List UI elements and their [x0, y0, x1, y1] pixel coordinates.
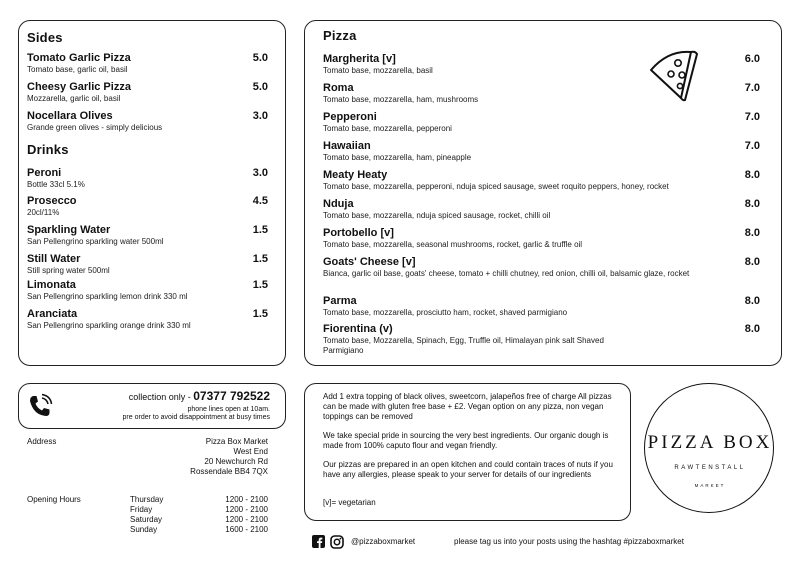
pizza-item-name: Goats' Cheese [v]	[323, 256, 416, 268]
pizza-item-price: 7.0	[744, 82, 760, 94]
pizza-item-desc: Tomato base, mozzarella, ham, mushrooms	[323, 95, 479, 104]
drinks-item-desc: Bottle 33cl 5.1%	[27, 180, 85, 189]
pizza-item	[323, 198, 733, 221]
pizza-item-name: Roma	[323, 82, 354, 94]
hours-time: 1200 - 2100	[225, 505, 268, 514]
pizza-item-name: Nduja	[323, 198, 354, 210]
phone-hours-note: phone lines open at 10am.	[187, 406, 270, 413]
pizza-title: Pizza	[323, 28, 357, 43]
sides-item	[27, 81, 237, 104]
hours-time: 1200 - 2100	[225, 515, 268, 524]
phone-number[interactable]: 07377 792522	[193, 389, 270, 403]
sides-item-desc: Mozzarella, garlic oil, basil	[27, 94, 121, 103]
pizza-item-price: 6.0	[744, 53, 760, 65]
pizza-box-logo	[644, 383, 774, 513]
pizza-item-desc: Tomato base, mozzarella, basil	[323, 66, 433, 75]
sides-item	[27, 110, 237, 133]
pizza-item-name: Hawaiian	[323, 140, 371, 152]
drinks-title: Drinks	[27, 142, 69, 157]
hours-day: Saturday	[130, 515, 163, 524]
phone-icon	[27, 393, 53, 419]
pizza-item-desc: Tomato base, mozzarella, pepperoni, nduja spiced sausage, sweet roquito peppers, honey, rocket	[323, 182, 669, 191]
sides-item-desc: Grande green olives - simply delicious	[27, 123, 163, 132]
hours-label: Opening Hours	[27, 495, 81, 504]
drinks-item-name: Still Water	[27, 253, 81, 265]
pizza-item	[323, 169, 733, 192]
pizza-item	[323, 111, 733, 134]
pizza-item	[323, 227, 733, 250]
pizza-item-price: 7.0	[744, 111, 760, 123]
info-allergens: Our pizzas are prepared in an open kitchen and could contain traces of nuts if you have any allergies, please speak to your server for details of our ingredients	[323, 460, 613, 479]
drinks-item-price: 1.5	[252, 308, 268, 320]
collection-prefix: collection only -	[128, 392, 194, 402]
pizza-item-price: 8.0	[744, 295, 760, 307]
sides-item-price: 5.0	[252, 52, 268, 64]
drinks-item-price: 3.0	[252, 167, 268, 179]
instagram-icon[interactable]	[330, 535, 344, 549]
pizza-item-price: 7.0	[744, 140, 760, 152]
hours-day: Thursday	[130, 495, 164, 504]
pizza-item	[323, 323, 633, 356]
address-line: West End	[233, 447, 268, 456]
sides-item-name: Cheesy Garlic Pizza	[27, 81, 131, 93]
drinks-item-name: Aranciata	[27, 308, 78, 320]
pizza-item-name: Margherita [v]	[323, 53, 396, 65]
sides-item-price: 5.0	[252, 81, 268, 93]
drinks-item-name: Sparkling Water	[27, 224, 111, 236]
pizza-item-price: 8.0	[744, 323, 760, 335]
drinks-item-price: 4.5	[252, 195, 268, 207]
info-vegetarian-key: [v]= vegetarian	[323, 498, 376, 507]
pizza-item-desc: Tomato base, Mozzarella, Spinach, Egg, Truffle oil, Himalayan pink salt Shaved Parmigiano	[323, 336, 604, 355]
drinks-item-name: Peroni	[27, 167, 62, 179]
info-ingredients: We take special pride in sourcing the very best ingredients. Our organic dough is made from 100% caputo flour and vegan friendly.	[323, 431, 609, 450]
facebook-icon[interactable]	[312, 535, 325, 548]
drinks-item	[27, 253, 237, 276]
drinks-item	[27, 167, 237, 190]
drinks-item-price: 1.5	[252, 224, 268, 236]
sides-item-desc: Tomato base, garlic oil, basil	[27, 65, 128, 74]
pizza-item-price: 8.0	[744, 169, 760, 181]
pizza-item	[323, 295, 733, 318]
pizza-item	[323, 256, 723, 279]
drinks-item-name: Prosecco	[27, 195, 77, 207]
pizza-item	[323, 53, 733, 76]
pizza-item-desc: Tomato base, mozzarella, pepperoni	[323, 124, 452, 133]
sides-item-price: 3.0	[252, 110, 268, 122]
drinks-item-price: 1.5	[252, 253, 268, 265]
hours-time: 1600 - 2100	[225, 525, 268, 534]
pizza-item-desc: Tomato base, mozzarella, seasonal mushrooms, rocket, garlic & truffle oil	[323, 240, 583, 249]
drinks-item	[27, 195, 237, 218]
sides-item-name: Nocellara Olives	[27, 110, 113, 122]
address-line: 20 Newchurch Rd	[204, 457, 268, 466]
drinks-item	[27, 308, 237, 331]
info-toppings: Add 1 extra topping of black olives, sweetcorn, jalapeños free of charge All pizzas can be made with gluten free base + £2. Vegan option on any pizza, non vegan toppings can be removed	[323, 392, 612, 421]
pizza-item-name: Portobello [v]	[323, 227, 394, 239]
pizza-item-name: Meaty Heaty	[323, 169, 388, 181]
drinks-item	[27, 279, 237, 302]
logo-market: MARKET	[694, 483, 726, 488]
sides-item-name: Tomato Garlic Pizza	[27, 52, 131, 64]
drinks-item	[27, 224, 237, 247]
address-label: Address	[27, 437, 57, 446]
pizza-item-name: Fiorentina (v)	[323, 323, 393, 335]
pizza-item-name: Pepperoni	[323, 111, 377, 123]
pizza-item	[323, 140, 733, 163]
preorder-note: pre order to avoid disappointment at busy times	[122, 414, 270, 421]
hours-time: 1200 - 2100	[225, 495, 268, 504]
pizza-item-desc: Tomato base, mozzarella, nduja spiced sausage, rocket, chilli oil	[323, 211, 551, 220]
pizza-item-price: 8.0	[744, 227, 760, 239]
sides-item	[27, 52, 237, 75]
collection-line	[80, 391, 270, 403]
address-line: Pizza Box Market	[205, 437, 268, 446]
drinks-item-price: 1.5	[252, 279, 268, 291]
drinks-item-desc: San Pellengrino sparkling orange drink 330 ml	[27, 321, 191, 330]
pizza-item-price: 8.0	[744, 198, 760, 210]
pizza-item-desc: Bianca, garlic oil base, goats' cheese, tomato + chilli chutney, red onion, chilli oil, balsamic glaze, rocket	[323, 269, 690, 278]
hours-day: Sunday	[130, 525, 158, 534]
pizza-item	[323, 82, 733, 105]
logo-location: RAWTENSTALL	[674, 465, 746, 471]
address-line: Rossendale BB4 7QX	[190, 467, 268, 476]
sides-title: Sides	[27, 30, 63, 45]
drinks-item-desc: 20cl/11%	[27, 208, 60, 217]
drinks-item-desc: San Pellengrino sparkling lemon drink 330 ml	[27, 292, 188, 301]
hours-day: Friday	[130, 505, 153, 514]
drinks-item-desc: San Pellengrino sparkling water 500ml	[27, 237, 164, 246]
pizza-item-price: 8.0	[744, 256, 760, 268]
pizza-item-name: Parma	[323, 295, 357, 307]
drinks-item-name: Limonata	[27, 279, 76, 291]
pizza-item-desc: Tomato base, mozzarella, ham, pineapple	[323, 153, 472, 162]
pizza-item-desc: Tomato base, mozzarella, prosciutto ham, rocket, shaved parmigiano	[323, 308, 568, 317]
hashtag-note: please tag us into your posts using the hashtag #pizzaboxmarket	[454, 537, 684, 546]
logo-name: PIZZA BOX	[647, 432, 773, 453]
social-handle[interactable]: @pizzaboxmarket	[351, 537, 416, 546]
drinks-item-desc: Still spring water 500ml	[27, 266, 110, 275]
